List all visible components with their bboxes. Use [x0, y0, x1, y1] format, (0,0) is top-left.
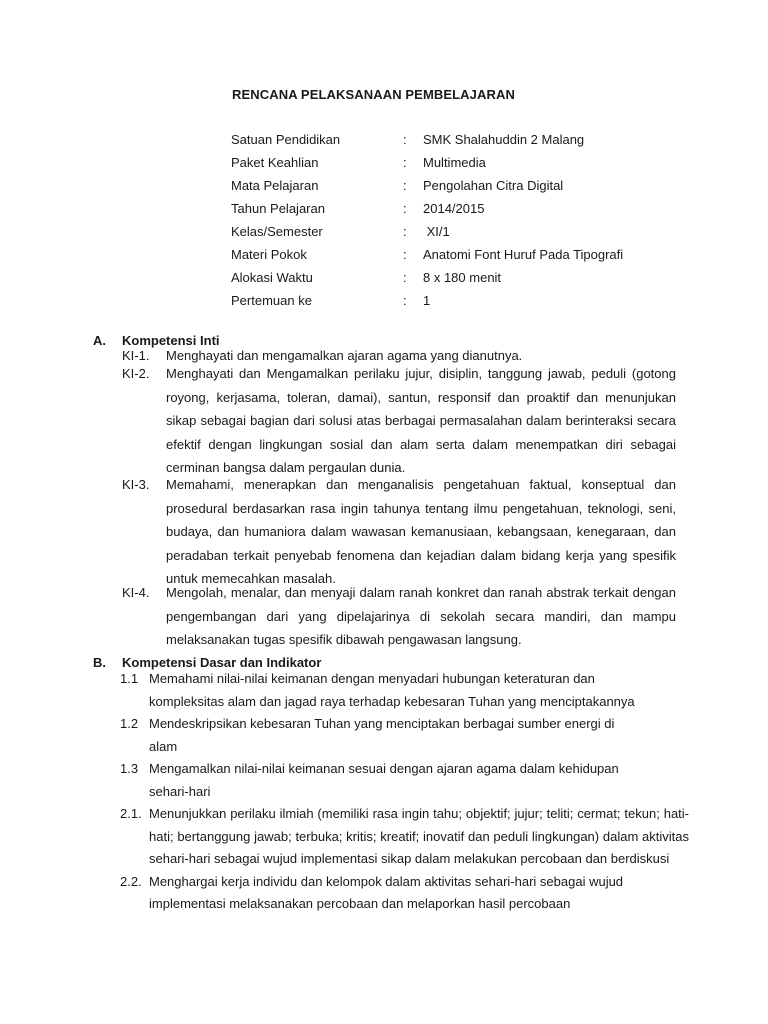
meta-value: Multimedia — [423, 155, 486, 170]
ki-number: KI-1. — [122, 348, 150, 363]
meta-row-alokasi-waktu — [231, 269, 691, 292]
meta-label: Alokasi Waktu — [231, 270, 313, 285]
meta-colon: : — [403, 293, 407, 308]
ki-item — [122, 581, 676, 652]
ki-number: KI-4. — [122, 585, 150, 600]
meta-row-kelas-semester — [231, 223, 691, 246]
kd-item — [120, 713, 642, 758]
ki-item — [122, 362, 676, 473]
meta-colon: : — [403, 247, 407, 262]
ki-text: Menghayati dan mengamalkan ajaran agama yang dianutnya. — [166, 348, 523, 363]
identity-table — [231, 131, 691, 315]
ki-text: Menghayati dan Mengamalkan perilaku jujur, disiplin, tanggung jawab, peduli (gotong royong, kerjasama, toleran, damai), santun, responsif dan proaktif dan menunjukan sikap sebagai bagian dari solusi atas berbagai permasalahan dalam berinteraksi secara efektif dengan lingkungan sosial dan alam serta dalam menempatkan diri sebagai cerminan bangsa dalam pergaulan dunia. — [166, 366, 676, 475]
meta-label: Kelas/Semester — [231, 224, 323, 239]
kd-number: 1.3 — [120, 761, 139, 776]
kd-number: 2.1. — [120, 806, 142, 821]
meta-value: XI/1 — [423, 224, 450, 239]
kd-item — [120, 803, 689, 871]
meta-label: Paket Keahlian — [231, 155, 319, 170]
meta-colon: : — [403, 270, 407, 285]
section-title: Kompetensi Inti — [122, 333, 220, 348]
meta-value: 2014/2015 — [423, 201, 485, 216]
meta-colon: : — [403, 132, 407, 147]
kd-item — [120, 758, 642, 803]
kd-number: 1.2 — [120, 716, 139, 731]
ki-item — [122, 473, 676, 586]
meta-label: Mata Pelajaran — [231, 178, 319, 193]
meta-label: Satuan Pendidikan — [231, 132, 341, 147]
kd-number: 2.2. — [120, 873, 142, 889]
section-letter: A. — [93, 333, 106, 348]
meta-row-tahun-pelajaran — [231, 200, 691, 223]
kd-text: Menunjukkan perilaku ilmiah (memiliki rasa ingin tahu; objektif; jujur; teliti; cermat; tekun; hati-hati; bertanggung jawab; terbuka; kritis; kreatif; inovatif dan peduli lingkungan) dalam aktivitas sehari-hari sebagai wujud implementasi sikap dalam melakukan percobaan dan berdiskusi — [149, 806, 689, 866]
kd-text: Memahami nilai-nilai keimanan dengan menyadari hubungan keteraturan dan kompleksitas alam dan jagad raya terhadap kebesaran Tuhan yang menciptakannya — [149, 671, 635, 709]
meta-colon: : — [403, 201, 407, 216]
kompetensi-inti-list — [122, 346, 676, 652]
kompetensi-dasar-list — [120, 668, 689, 916]
meta-row-materi-pokok — [231, 246, 691, 269]
meta-row-pertemuan-ke — [231, 292, 691, 315]
meta-row-paket-keahlian — [231, 154, 691, 177]
kd-text: Mengamalkan nilai-nilai keimanan sesuai dengan ajaran agama dalam kehidupan sehari-hari — [149, 761, 619, 799]
ki-number: KI-2. — [122, 366, 150, 381]
ki-text: Mengolah, menalar, dan menyaji dalam ranah konkret dan ranah abstrak terkait dengan pengembangan dari yang dipelajarinya di sekolah secara mandiri, dan mampu melaksanakan tugas spesifik dibawah pengawasan langsung. — [166, 585, 676, 647]
kd-item — [120, 871, 689, 916]
meta-value: Pengolahan Citra Digital — [423, 178, 564, 193]
kd-item — [120, 668, 642, 713]
meta-row-mata-pelajaran — [231, 177, 691, 200]
ki-text: Memahami, menerapkan dan menganalisis pengetahuan faktual, konseptual dan prosedural berdasarkan rasa ingin tahunya tentang ilmu pengetahuan, teknologi, seni, budaya, dan humaniora dalam wawasan kemanusiaan, kebangsaan, kenegaraan, dan peradaban terkait penyebab fenomena dan kejadian dalam bidang kerja yang spesifik untuk memecahkan masalah. — [166, 477, 676, 586]
meta-colon: : — [403, 178, 407, 193]
meta-label: Materi Pokok — [231, 247, 307, 262]
meta-value: 8 x 180 menit — [423, 270, 502, 285]
meta-value: 1 — [423, 293, 431, 308]
kd-text: Menghargai kerja individu dan kelompok dalam aktivitas sehari-hari sebagai wujud implementasi melaksanakan percobaan dan melaporkan hasil percobaan — [149, 873, 624, 911]
meta-colon: : — [403, 224, 407, 239]
kd-text: Mendeskripsikan kebesaran Tuhan yang menciptakan berbagai sumber energi di alam — [149, 716, 615, 754]
section-letter: B. — [93, 655, 106, 670]
meta-colon: : — [403, 155, 407, 170]
document-title: RENCANA PELAKSANAAN PEMBELAJARAN — [232, 87, 515, 102]
meta-label: Tahun Pelajaran — [231, 201, 325, 216]
meta-value: SMK Shalahuddin 2 Malang — [423, 132, 585, 147]
meta-value: Anatomi Font Huruf Pada Tipografi — [423, 247, 624, 262]
meta-label: Pertemuan ke — [231, 293, 312, 308]
section-title: Kompetensi Dasar dan Indikator — [122, 655, 322, 670]
kd-number: 1.1 — [120, 671, 139, 686]
ki-number: KI-3. — [122, 477, 150, 492]
meta-row-satuan-pendidikan — [231, 131, 691, 154]
